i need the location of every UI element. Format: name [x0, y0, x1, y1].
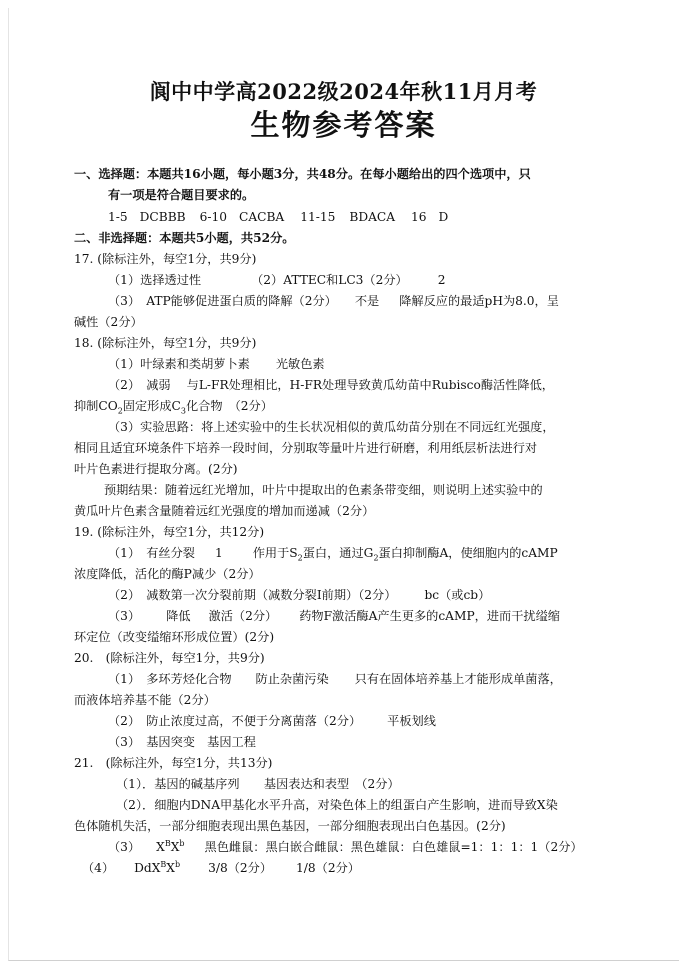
- q19-s1-c2: 蛋白，通过G: [302, 546, 374, 560]
- answers-1: DCBBB: [139, 210, 186, 224]
- q19-s1-a: （1） 有丝分裂: [108, 546, 195, 560]
- q18-s1: [108, 356, 325, 372]
- q21-x2: X: [170, 840, 180, 854]
- q21-s4: [82, 860, 360, 876]
- q21-genotype-female: [156, 840, 184, 854]
- q17-s1-b: （2）ATTEC和LC3（2分）: [251, 273, 408, 287]
- q20-s1-a: （1） 多环芳烃化合物: [108, 672, 232, 686]
- q21-x3: X: [166, 861, 175, 875]
- q18-expected-cont: 黄瓜叶片色素含量随着远红光强度的增加而递减（2分）: [74, 504, 375, 518]
- q19-s3-b: 降低: [166, 609, 191, 623]
- q17-head: 17. (除标注外，每空1分，共9分): [74, 252, 257, 266]
- q18-s1-a: （1）叶绿素和类胡萝卜素: [108, 357, 250, 371]
- q19-s1-c1: 作用于S: [252, 546, 298, 560]
- q19-s3-cont: 环定位（改变缢缩环形成位置）(2分): [74, 630, 275, 644]
- q18-head: 18. (除标注外，每空1分，共9分): [74, 336, 257, 350]
- q19-s2-a: （2） 减数第一次分裂前期（减数分裂Ⅰ前期）（2分）: [108, 588, 397, 602]
- answers-3: BDACA: [349, 210, 396, 224]
- answers-4: D: [438, 210, 449, 224]
- part1-heading: 一、选择题：本题共16小题，每小题3分，共48分。在每小题给出的四个选项中，只: [74, 167, 531, 181]
- q21-sup-b: b: [179, 838, 185, 848]
- range-2: 6-10: [199, 210, 227, 224]
- q18-sub-3: 3: [180, 406, 186, 416]
- q17-s3-cont: 碱性（2分）: [74, 315, 143, 329]
- q20-s1: [108, 671, 562, 687]
- q21-s4-a: （4）: [82, 861, 115, 875]
- q19-s3-c: 激活（2分）: [208, 609, 278, 623]
- q19-s1-cont: 浓度降低，活化的酶P减少（2分）: [74, 567, 261, 581]
- q20-s1-cont: 而液体培养基不能（2分）: [74, 693, 216, 707]
- q17-s1-c: 2: [437, 273, 446, 287]
- q18-s3-l3: 叶片色素进行提取分离。(2分): [74, 462, 238, 476]
- q21-genotype-dd: [134, 861, 180, 875]
- q21-s1: （1）．基因的碱基序列 基因表达和表型 （2分）: [116, 777, 400, 791]
- q19-s3-d: 药物F激活酶A产生更多的cAMP，进而干扰缢缩: [299, 609, 560, 623]
- q21-s2-cont: 色体随机失活，一部分细胞表现出黑色基因，一部分细胞表现出白色基因。(2分): [74, 819, 506, 833]
- q17-s1-a: （1）选择透过性: [108, 273, 202, 287]
- q18-s3-l2: 相同且适宜环境条件下培养一段时间，分别取等量叶片进行研磨，利用纸层析法进行对: [74, 441, 538, 455]
- answers-2: CACBA: [239, 210, 285, 224]
- q19-sub-g2: 2: [373, 553, 379, 563]
- range-4: 16: [411, 210, 427, 224]
- q20-s2-b: 平板划线: [387, 714, 436, 728]
- q19-s2: [108, 587, 490, 603]
- q17-s1: [108, 272, 446, 288]
- q20-s1-c: 只有在固体培养基上才能形成单菌落，: [354, 672, 562, 686]
- range-3: 11-15: [300, 210, 336, 224]
- answer-title: 生物参考答案: [250, 108, 437, 142]
- q21-s3-a: （3）: [108, 840, 141, 854]
- q20-head: 20. (除标注外，每空1分，共9分): [74, 651, 265, 665]
- part1-heading-cont: 有一项是符合题目要求的。: [108, 188, 255, 202]
- q21-s3: [108, 839, 583, 855]
- q19-s2-b: bc（或cb）: [424, 588, 491, 602]
- q18-s2-cont: [74, 398, 273, 414]
- q19-s3: [108, 608, 560, 624]
- q17-s3: [108, 293, 559, 309]
- q18-s3: （3）实验思路：将上述实验中的生长状况相似的黄瓜幼苗分别在不同远红光强度，: [108, 420, 555, 434]
- exam-title: 阆中中学高2022级2024年秋11月月考: [149, 79, 538, 104]
- q18-c3-text: 固定形成C: [122, 399, 181, 413]
- part2-heading: 二、非选择题：本题共5小题，共52分。: [74, 231, 295, 245]
- range-1: 1-5: [108, 210, 128, 224]
- q20-s1-b: 防止杂菌污染: [255, 672, 329, 686]
- q21-sup-b2: b: [174, 859, 181, 869]
- q19-s3-a: （3）: [108, 609, 141, 623]
- q18-s2: （2） 减弱 与L-FR处理相比，H-FR处理导致黄瓜幼苗中Rubisco酶活性降低，: [108, 378, 554, 392]
- q21-sup-B2: B: [160, 859, 167, 869]
- q18-s1-b: 光敏色素: [275, 357, 325, 371]
- q18-expected: 预期结果：随着远红光增加，叶片中提取出的色素条带变细，则说明上述实验中的: [104, 483, 543, 497]
- q18-sub-2: 2: [117, 406, 123, 416]
- q21-s3-c: 黑色雌鼠：黑白嵌合雌鼠：黑色雄鼠：白色雄鼠=1：1：1：1（2分）: [204, 840, 583, 854]
- q21-head: 21. (除标注外，每空1分，共13分): [74, 756, 273, 770]
- q21-s2: （2）．细胞内DNA甲基化水平升高，对染色体上的组蛋白产生影响，进而导致X染: [116, 798, 558, 812]
- q17-s3-b: 不是: [354, 294, 380, 308]
- q17-s3-c: 降解反应的最适pH为8.0，呈: [399, 294, 559, 308]
- choice-answers: [108, 209, 448, 225]
- q20-s2-a: （2） 防止浓度过高，不便于分离菌落（2分）: [108, 714, 362, 728]
- q19-s1: [108, 545, 558, 561]
- q21-s4-c: 3/8（2分）: [208, 861, 273, 875]
- q18-s2-end: 化合物 （2分）: [185, 399, 273, 413]
- q21-sup-B: B: [164, 838, 171, 848]
- q21-dd: DdX: [134, 861, 161, 875]
- q19-s1-c3: 蛋白抑制酶A，使细胞内的cAMP: [378, 546, 558, 560]
- q19-head: 19. (除标注外，每空1分，共12分): [74, 525, 265, 539]
- q21-x1: X: [156, 840, 165, 854]
- q20-s2: [108, 713, 436, 729]
- q19-sub-s2: 2: [297, 553, 303, 563]
- q21-s4-d: 1/8（2分）: [296, 861, 360, 875]
- q20-s3: （3） 基因突变 基因工程: [108, 735, 256, 749]
- q19-s1-b: 1: [214, 546, 223, 560]
- q17-s3-a: （3） ATP能够促进蛋白质的降解（2分）: [108, 294, 337, 308]
- q18-co2-text: 抑制CO: [74, 399, 118, 413]
